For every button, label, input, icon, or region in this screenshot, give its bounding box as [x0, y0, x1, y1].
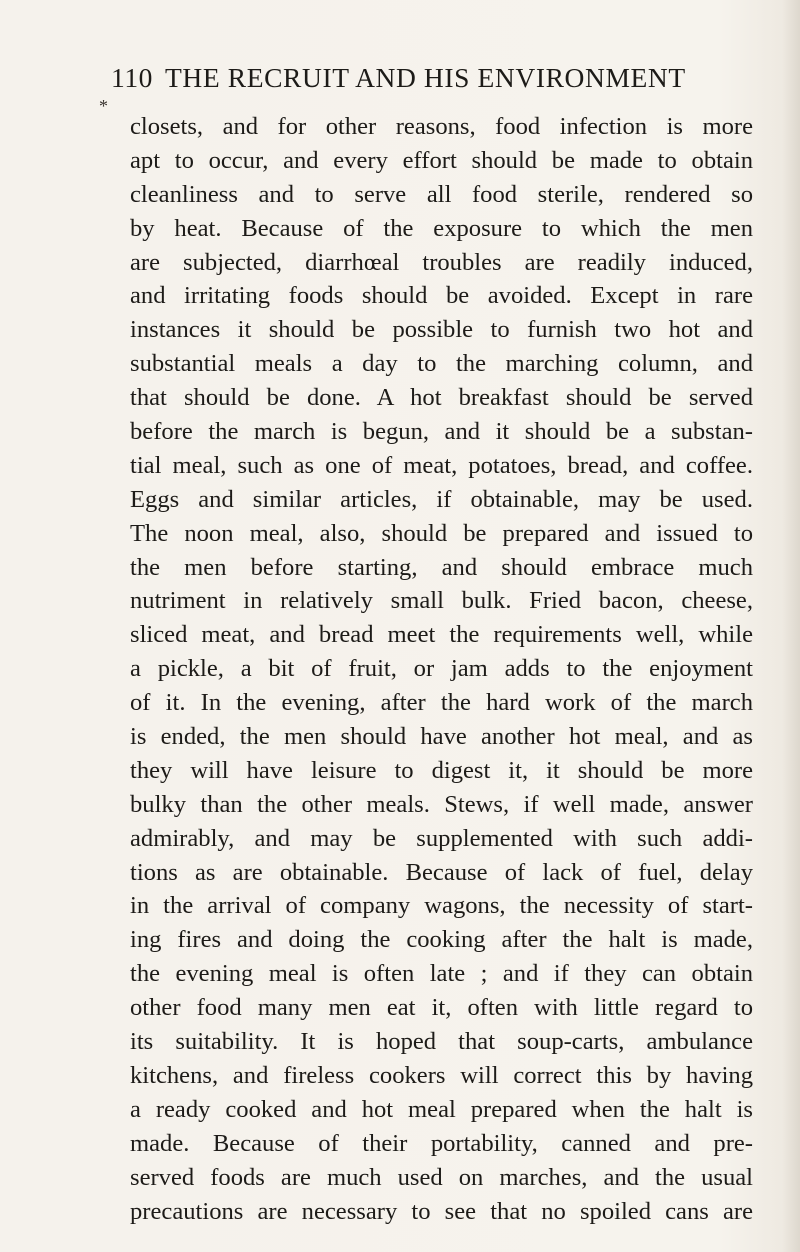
text-line: served foods are much used on marches, and the usual	[130, 1163, 753, 1191]
text-line: ing fires and doing the cooking after the halt is made,	[130, 926, 753, 954]
text-line: made. Because of their portability, canned and pre-	[130, 1129, 753, 1157]
text-line: cleanliness and to serve all food sterile, rendered so	[130, 180, 753, 208]
text-line: the evening meal is often late ; and if they can obtain	[130, 960, 753, 988]
text-line: of it. In the evening, after the hard work of the march	[130, 689, 753, 717]
text-line: kitchens, and fireless cookers will correct this by having	[130, 1061, 753, 1089]
text-line: in the arrival of company wagons, the necessity of start-	[130, 892, 753, 920]
text-line: admirably, and may be supplemented with such addi-	[130, 824, 753, 852]
text-line: nutriment in relatively small bulk. Fried bacon, cheese,	[130, 587, 753, 615]
text-line: its suitability. It is hoped that soup-carts, ambulance	[130, 1028, 753, 1056]
text-line: tions as are obtainable. Because of lack of fuel, delay	[130, 858, 753, 886]
text-line: apt to occur, and every effort should be made to obtain	[130, 146, 753, 174]
text-line: Eggs and similar articles, if obtainable, may be used.	[130, 485, 753, 513]
text-line: and irritating foods should be avoided. Except in rare	[130, 282, 753, 310]
page-edge-shadow	[782, 0, 800, 1252]
text-line: precautions are necessary to see that no spoiled cans are	[130, 1197, 753, 1225]
running-title: THE RECRUIT AND HIS ENVIRONMENT	[165, 62, 686, 93]
text-line: closets, and for other reasons, food infection is more	[130, 113, 753, 140]
text-line: The noon meal, also, should be prepared and issued to	[130, 519, 753, 547]
text-line: instances it should be possible to furnish two hot and	[130, 316, 753, 344]
text-line: other food many men eat it, often with little regard to	[130, 994, 753, 1022]
text-line: substantial meals a day to the marching column, and	[130, 350, 753, 378]
text-line: before the march is begun, and it should be a substan-	[130, 418, 753, 446]
text-line: sliced meat, and bread meet the requirements well, while	[130, 621, 753, 649]
page-number: 110	[111, 62, 154, 93]
text-line: the men before starting, and should embrace much	[130, 553, 753, 581]
text-line: by heat. Because of the exposure to which the men	[130, 214, 753, 242]
text-line: bulky than the other meals. Stews, if well made, answer	[130, 790, 753, 818]
text-line: a ready cooked and hot meal prepared when the halt is	[130, 1095, 753, 1123]
running-header	[111, 62, 751, 94]
text-line: a pickle, a bit of fruit, or jam adds to the enjoyment	[130, 655, 753, 683]
text-line: they will have leisure to digest it, it should be more	[130, 756, 753, 784]
text-line: tial meal, such as one of meat, potatoes, bread, and coffee.	[130, 451, 753, 479]
body-paragraph	[130, 110, 753, 1228]
text-line: are subjected, diarrhœal troubles are readily induced,	[130, 248, 753, 276]
text-line: is ended, the men should have another hot meal, and as	[130, 723, 753, 751]
margin-mark: *	[99, 96, 108, 116]
text-line: that should be done. A hot breakfast should be served	[130, 384, 753, 412]
